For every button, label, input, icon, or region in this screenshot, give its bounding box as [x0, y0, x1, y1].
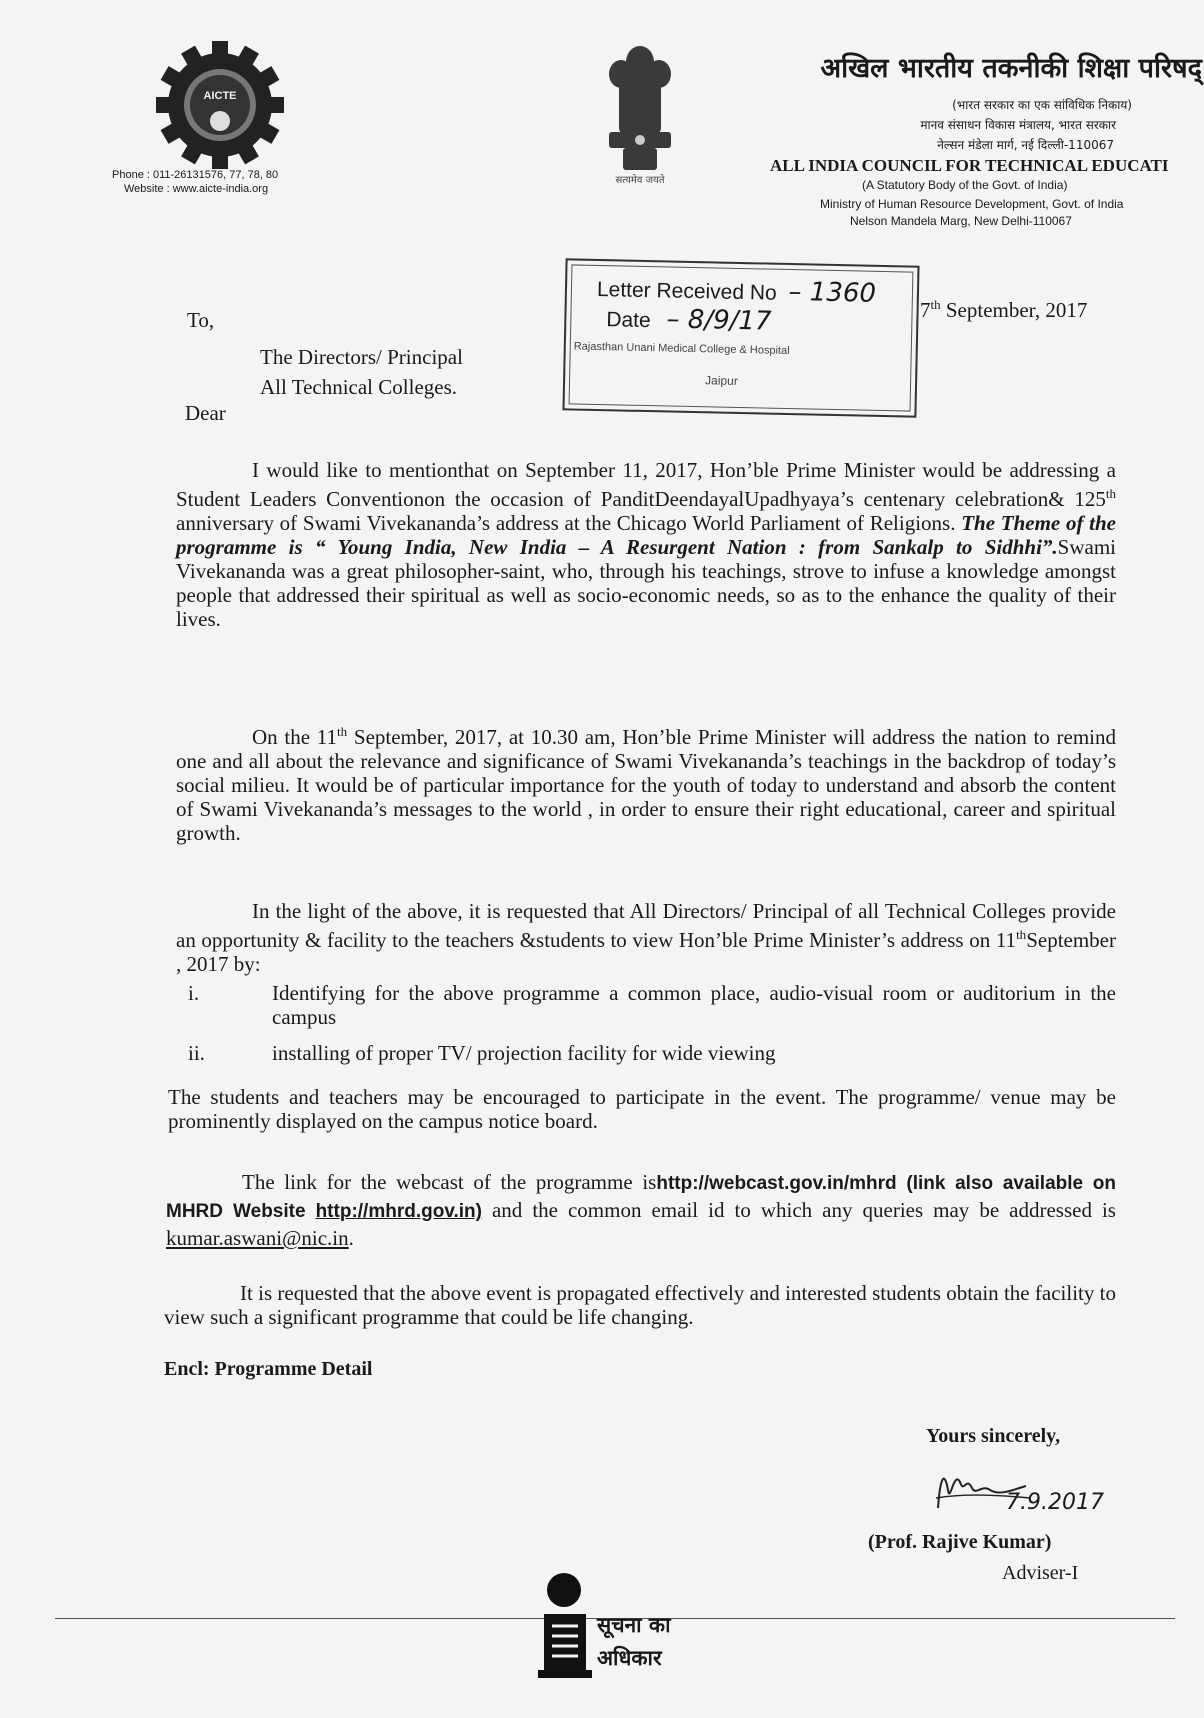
p1-text-a: I would like to mentionthat on September 11, 2017, Hon’ble Prime Minister would be addressing a Student Leaders Conventionon the occasion of PanditDeendayalUpadhyaya’s centenary celebration& 125	[176, 458, 1116, 511]
logo-text: AICTE	[203, 90, 237, 102]
signatory-name: (Prof. Rajive Kumar)	[868, 1531, 1052, 1553]
list-text-1: Identifying for the above programme a common place, audio-visual room or auditorium in the campus	[272, 981, 1116, 1029]
received-stamp	[562, 258, 919, 417]
english-line-1: (A Statutory Body of the Govt. of India)	[862, 178, 1068, 192]
stamp-date-row	[606, 303, 772, 336]
gear-icon	[150, 40, 290, 170]
p1-suffix: th	[1105, 486, 1116, 501]
addressee-line-2: All Technical Colleges.	[260, 375, 458, 399]
website: Website : www.aicte-india.org	[124, 183, 269, 195]
date-month-year: September, 2017	[940, 298, 1088, 322]
p5-text-b: (link also available on MHRD Website	[166, 1173, 1116, 1222]
letter-date	[920, 297, 1087, 323]
national-emblem	[595, 32, 685, 192]
rti-document-icon	[536, 1570, 596, 1690]
paragraph-3	[176, 899, 1116, 976]
rti-text-line-1: सूचना का	[597, 1613, 671, 1637]
p1-text-b: anniversary of Swami Vivekananda’s address at the Chicago World Parliament of Religions.	[176, 511, 962, 535]
english-line-3: Nelson Mandela Marg, New Delhi-110067	[850, 214, 1072, 228]
rti-logo	[536, 1570, 596, 1690]
paragraph-1	[176, 458, 1116, 631]
to-label: To,	[187, 308, 215, 332]
closing: Yours sincerely,	[926, 1425, 1061, 1447]
stamp-received-number: – 1360	[788, 276, 877, 309]
addressee-line-1: The Directors/ Principal	[260, 345, 463, 369]
stamp-city: Jaipur	[704, 373, 738, 388]
hindi-line-2: मानव संसाधन विकास मंत्रालय, भारत सरकार	[920, 118, 1116, 132]
list-item-2	[176, 1041, 1116, 1065]
p1-text-c: Swami Vivekananda was a great philosopher-saint, who, through his teachings, strove to infuse a knowledge amongst people that addressed their spiritual as well as socio-economic needs, so as to the enhance the quality of their lives.	[176, 535, 1116, 631]
paragraph-6: It is requested that the above event is propagated effectively and interested students obtain the facility to view such a significant programme that could be life changing.	[164, 1281, 1116, 1329]
english-line-2: Ministry of Human Resource Development, Govt. of India	[820, 197, 1124, 211]
email-link[interactable]: kumar.aswani@nic.in	[166, 1226, 349, 1250]
signature-date: 7.9.2017	[1006, 1490, 1104, 1515]
rti-text-line-2: अधिकार	[597, 1646, 662, 1670]
lion-capital-icon	[595, 32, 685, 192]
p5-text-a: The link for the webcast of the programme is	[242, 1170, 657, 1194]
stamp-date-label: Date	[606, 308, 651, 333]
paragraph-4: The students and teachers may be encouraged to participate in the event. The programme/ venue may be prominently displayed on the campus notice board.	[168, 1085, 1116, 1133]
webcast-link[interactable]: http://webcast.gov.in/mhrd	[656, 1173, 897, 1194]
mhrd-link[interactable]: http://mhrd.gov.in)	[315, 1201, 482, 1222]
signatory-designation: Adviser-I	[1002, 1562, 1079, 1584]
p2-text-a: On the 11	[252, 725, 338, 749]
contact-info	[112, 168, 278, 196]
list-item-1	[176, 981, 1116, 1029]
stamp-institution: Rajasthan Unani Medical College & Hospital	[573, 340, 790, 358]
list-number-1: i.	[188, 981, 200, 1005]
list-text-2: installing of proper TV/ projection facility for wide viewing	[272, 1041, 776, 1065]
hindi-line-1: (भारत सरकार का एक सांविधिक निकाय)	[952, 98, 1132, 112]
date-day: 7	[920, 298, 931, 322]
hindi-line-3: नेल्सन मंडेला मार्ग, नई दिल्ली-110067	[937, 138, 1114, 152]
stamp-date-value: – 8/9/17	[666, 304, 772, 337]
date-suffix: th	[930, 297, 941, 312]
stamp-received-label: Letter Received No	[596, 277, 777, 305]
p2-text-b: September, 2017, at 10.30 am, Hon’ble Prime Minister will address the nation to remind one and all about the relevance and significance of Swami Vivekananda’s teachings in the backdrop of today’s social milieu. It would be of particular importance for the youth of today to understand and absorb the content of Swami Vivekananda’s messages to the world , in order to ensure their right educational, career and spiritual growth.	[176, 725, 1117, 845]
aicte-logo	[150, 40, 290, 170]
p2-suffix: th	[337, 724, 348, 739]
paragraph-5	[166, 1169, 1116, 1251]
emblem-motto: सत्यमेव जयते	[615, 175, 665, 186]
signature	[930, 1460, 1120, 1530]
p3-text-b: September , 2017 by:	[176, 928, 1116, 976]
p5-text-d: .	[348, 1226, 354, 1250]
paragraph-2	[176, 720, 1116, 845]
enclosure: Encl: Programme Detail	[164, 1358, 373, 1380]
org-name-english: ALL INDIA COUNCIL FOR TECHNICAL EDUCATI	[770, 156, 1169, 175]
p3-text-a: In the light of the above, it is requested that All Directors/ Principal of all Technical Colleges provide an opportunity & facility to the teachers &students to view Hon’ble Prime Minister’s address on 11	[176, 899, 1116, 952]
org-name-hindi: अखिल भारतीय तकनीकी शिक्षा परिषद्	[820, 53, 1202, 84]
salutation: Dear	[185, 401, 226, 425]
list-number-2: ii.	[188, 1041, 205, 1065]
programme-theme: The Theme of the programme is “ Young India, New India – A Resurgent Nation : from Sankalp to Sidhhi”.	[176, 511, 1116, 559]
p3-suffix: th	[1016, 927, 1027, 942]
p5-text-c: and the common email id to which any queries may be addressed is	[481, 1198, 1116, 1222]
phone-number: Phone : 011-26131576, 77, 78, 80	[112, 169, 279, 181]
